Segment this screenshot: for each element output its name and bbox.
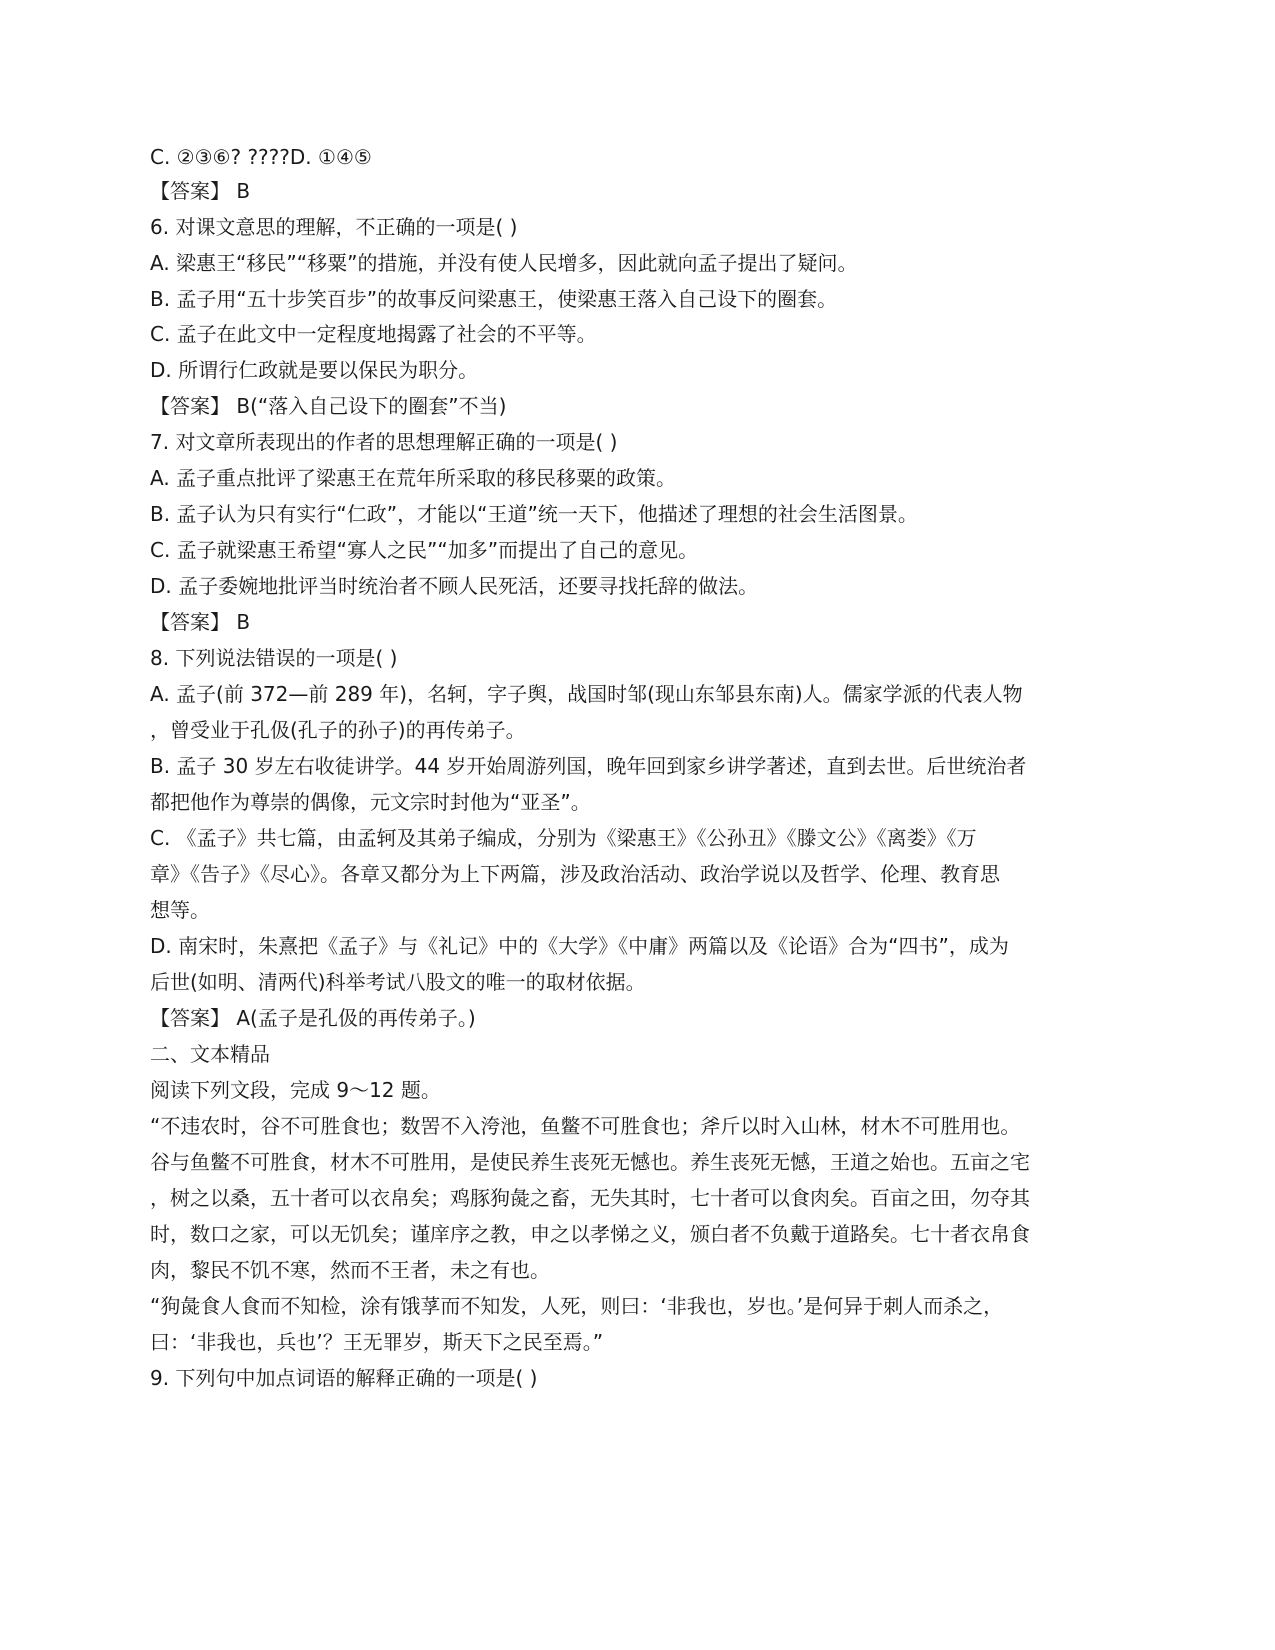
option-c-cont: 想等。 xyxy=(150,898,210,922)
passage-line: “不违农时，谷不可胜食也；数罟不入洿池，鱼鳖不可胜食也；斧斤以时入山林，材木不可胜用也。 xyxy=(150,1114,1021,1138)
answer-line: 【答案】 A(孟子是孔伋的再传弟子。) xyxy=(150,1006,476,1030)
option-c: C. 孟子就梁惠王希望“寡人之民”“加多”而提出了自己的意见。 xyxy=(150,538,699,562)
option-b-cont: 都把他作为尊崇的偶像，元文宗时封他为“亚圣”。 xyxy=(150,790,591,814)
option-d: D. 南宋时，朱熹把《孟子》与《礼记》中的《大学》《中庸》两篇以及《论语》合为“四书”，成为 xyxy=(150,934,1009,958)
question-8: 8. 下列说法错误的一项是( ) xyxy=(150,646,398,670)
question-7: 7. 对文章所表现出的作者的思想理解正确的一项是( ) xyxy=(150,430,618,454)
passage-line: 曰：‘非我也，兵也’？王无罪岁，斯天下之民至焉。” xyxy=(150,1330,604,1354)
instruction-line: 阅读下列文段，完成 9～12 题。 xyxy=(150,1078,441,1102)
option-a: A. 孟子重点批评了梁惠王在荒年所采取的移民移粟的政策。 xyxy=(150,466,677,490)
option-d-cont: 后世(如明、清两代)科举考试八股文的唯一的取材依据。 xyxy=(150,970,646,994)
option-b: B. 孟子认为只有实行“仁政”，才能以“王道”统一天下，他描述了理想的社会生活图景。 xyxy=(150,502,918,526)
option-c-cont: 章》《告子》《尽心》。各章又都分为上下两篇，涉及政治活动、政治学说以及哲学、伦理、教育思 xyxy=(150,862,1000,886)
answer-line: 【答案】 B xyxy=(150,610,251,634)
option-a: A. 梁惠王“移民”“移粟”的措施，并没有使人民增多，因此就向孟子提出了疑问。 xyxy=(150,251,858,275)
passage-line: 谷与鱼鳖不可胜食，材木不可胜用，是使民养生丧死无憾也。养生丧死无憾，王道之始也。五亩之宅 xyxy=(150,1150,1030,1174)
section-heading: 二、文本精品 xyxy=(150,1042,270,1066)
passage-line: “狗彘食人食而不知检，涂有饿莩而不知发，人死，则曰：‘非我也，岁也。’是何异于刺人而杀之， xyxy=(150,1294,1004,1318)
answer-line: 【答案】 B xyxy=(150,179,251,203)
passage-line: 肉，黎民不饥不寒，然而不王者，未之有也。 xyxy=(150,1258,550,1282)
passage-line: ，树之以桑，五十者可以衣帛矣；鸡豚狗彘之畜，无失其时，七十者可以食肉矣。百亩之田，勿夺其 xyxy=(150,1186,1030,1210)
option-b: B. 孟子 30 岁左右收徒讲学。44 岁开始周游列国，晚年回到家乡讲学著述，直到去世。后世统治者 xyxy=(150,754,1027,778)
option-c: C. 《孟子》共七篇，由孟轲及其弟子编成，分别为《梁惠王》《公孙丑》《滕文公》《离娄》《万 xyxy=(150,826,977,850)
option-d: D. 孟子委婉地批评当时统治者不顾人民死活，还要寻找托辞的做法。 xyxy=(150,574,759,598)
question-6: 6. 对课文意思的理解，不正确的一项是( ) xyxy=(150,215,518,239)
option-d: D. 所谓行仁政就是要以保民为职分。 xyxy=(150,358,479,382)
passage-line: 时，数口之家，可以无饥矣；谨庠序之教，申之以孝悌之义，颁白者不负戴于道路矣。七十者衣帛食 xyxy=(150,1222,1030,1246)
answer-line: 【答案】 B(“落入自己设下的圈套”不当) xyxy=(150,394,507,418)
option-c: C. 孟子在此文中一定程度地揭露了社会的不平等。 xyxy=(150,322,597,346)
option-a-cont: ，曾受业于孔伋(孔子的孙子)的再传弟子。 xyxy=(150,718,526,742)
question-9: 9. 下列句中加点词语的解释正确的一项是( ) xyxy=(150,1366,538,1390)
option-a: A. 孟子(前 372—前 289 年)，名轲，字子舆，战国时邹(现山东邹县东南)人。儒家学派的代表人物 xyxy=(150,682,1023,706)
option-b: B. 孟子用“五十步笑百步”的故事反问梁惠王，使梁惠王落入自己设下的圈套。 xyxy=(150,287,838,311)
options-line: C. ②③⑥? ????D. ①④⑤ xyxy=(150,145,372,169)
